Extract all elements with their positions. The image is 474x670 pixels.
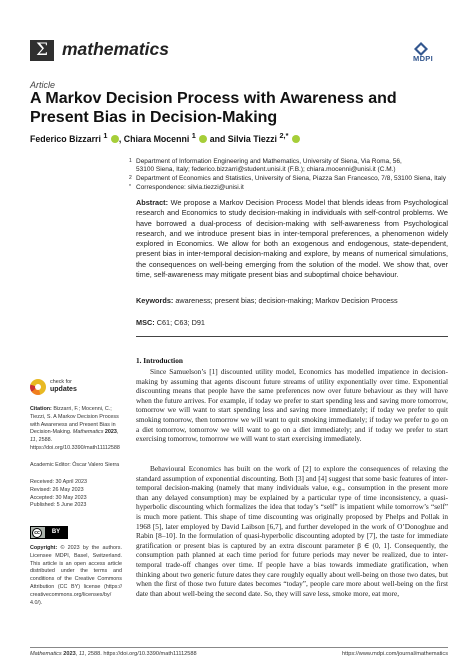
cc-icon: cc	[32, 528, 42, 538]
orcid-icon[interactable]	[111, 135, 119, 143]
abstract-text: We propose a Markov Decision Process Model that blends ideas from Psychological research and Economics to study decision-making in individuals with self-control problems. We have borrowed a dual-process of decision-making with self-awareness from Psychological research, and we introduce present bias in inter-temporal preferences, a phenomenon widely explored in Economics. We allow for both an exogenous and endogenous, state-dependent, present bias in inter-temporal decision-making and explore, by means of numerical simulations, the consequences on well-being emerging from the solution of the model. We show that, over time, self-awareness may mitigate present bias and suboptimal choice behaviour.	[136, 198, 448, 280]
copyright-text: © 2023 by the authors. Licensee MDPI, Basel, Switzerland. This article is an open access article distributed under the terms and conditions of the Creative Commons Attribution (CC BY) license (https:// creativecommons.org/licenses/by/ 4.0/).	[30, 545, 123, 606]
msc-label: MSC:	[136, 318, 155, 327]
publication-dates	[30, 479, 122, 510]
section-divider	[136, 336, 448, 337]
keywords-label: Keywords:	[136, 296, 174, 305]
publisher-name: MDPI	[413, 54, 433, 63]
footer-journal-url[interactable]: https://www.mdpi.com/journal/mathematics	[341, 651, 448, 657]
copyright-label: Copyright:	[30, 545, 58, 551]
msc-text: C61; C63; D91	[156, 318, 205, 327]
academic-editor: Academic Editor: Óscar Valero Sierra	[30, 462, 120, 468]
citation-text: Bizzarri, F.; Mocenni, C.; Tiezzi, S. A Markov Decision Process with Awareness and Present Bias in Decision-Making.	[30, 406, 119, 436]
footer-citation: Mathematics 2023, 11, 2588. https://doi.org/10.3390/math11112588	[30, 651, 197, 657]
author-separator: ,	[118, 133, 124, 144]
affiliation-1	[129, 158, 402, 175]
affiliation-number: 1	[129, 158, 132, 164]
cc-by-license-badge[interactable]	[30, 526, 68, 539]
footer-volume: 11	[78, 651, 85, 657]
date-accepted: Accepted: 30 May 2023	[30, 494, 87, 501]
article-title: A Markov Decision Process with Awareness and Present Bias in Decision-Making	[30, 90, 397, 126]
updates-icon	[30, 379, 46, 395]
keywords-text: awareness; present bias; decision-making; Markov Decision Process	[175, 296, 398, 305]
author-name[interactable]: Chiara Mocenni	[123, 133, 190, 144]
footer-journal: Mathematics	[30, 651, 62, 657]
section-heading: 1. Introduction	[136, 356, 183, 365]
body-paragraph: Behavioural Economics has built on the work of [2] to explore the consequences of relaxing the standard assumption of exponential discounting. Both [3] and [4] suggest that some basic features of inter-temporal decision-making (namely that many individuals value, e.g., consumption in the present more than any delayed consumption) may be explained by a particular type of time inconsistency, a quasi-hyperbolic discounting which formalizes the idea that today’s “self” is impatient while tomorrow’s “self” is much more patient. This shape of time discounting was originally proposed by Phelps and Pollak in 1968 [5], later employed by David Laibson [6,7], and further developed in the work of O’Donoghue and Rabin [8–10]. In the formulation of quasi-hyperbolic discounting adopted by [7], the taste for immediate gratification or present bias is captured by an extra discount parameter β ∈ (0, 1]. Consequently, the consumption path planned at each time period for future periods may never be realized, due to inter-temporal trade-off changes over time. If people have a bias towards immediate gratification, when thinking about two generic future dates they care roughly equally about well-being on those two dates, but when the first of those two future dates becomes “today”, people care more about well-being on the first date than about well-being the second date. So, they will save less, smoke more, eat more,	[136, 464, 448, 598]
author-separator: and	[207, 133, 228, 144]
date-published: Published: 5 June 2023	[30, 502, 87, 509]
date-received: Received: 30 April 2023	[30, 479, 87, 485]
citation-label: Citation:	[30, 406, 52, 412]
footer-divider	[30, 647, 448, 648]
msc-codes	[136, 318, 205, 327]
author-list	[30, 131, 300, 144]
article-type: Article	[30, 80, 56, 90]
abstract	[136, 198, 448, 280]
abstract-label: Abstract:	[136, 198, 169, 207]
citation-volume: 11	[30, 437, 36, 444]
journal-name[interactable]: mathematics	[62, 39, 169, 59]
updates-line-1: check for	[50, 379, 72, 385]
correspondence	[129, 184, 244, 192]
keywords	[136, 296, 448, 306]
check-for-updates-badge[interactable]	[30, 379, 77, 399]
copyright-block	[30, 545, 122, 607]
author-affiliation-mark: 1	[103, 131, 108, 140]
correspondence-line[interactable]: Correspondence: silvia.tiezzi@unisi.it	[136, 184, 244, 191]
citation-block: Citation: Bizzarri, F.; Mocenni, C.; Tiezzi, S. A Markov Decision Process with Awareness and Present Bias in Decision-Making. Mathematics 2023, 11, 2588. https://doi.org/10.3390/math11112588	[30, 406, 120, 451]
affiliation-2	[129, 175, 446, 183]
journal-logo: Σ	[30, 40, 54, 61]
footer-year: 2023	[63, 651, 76, 657]
body-paragraph: Since Samuelson’s [1] discounted utility model, Economics has modelled impatience in decision-making by assuming that agents discount future streams of utility exponentially over time. Exponential discounting means that people have the same preferences now over future behaviour as they will have when the future arrives. For example, if today we prefer to start spending less and saving more tomorrow, tomorrow we will want to start spending less and saving more immediately; if today we prefer to quit smoking tomorrow, then tomorrow we will want to quit smoking immediately; if today we prefer to go on a diet tomorrow, tomorrow we will want to go on a diet immediately; and if today we prefer to start exercising tomorrow, tomorrow we will want to start exercising immediately.	[136, 367, 448, 444]
author-affiliation-mark: 1	[191, 131, 196, 140]
citation-year: 2023	[104, 429, 117, 436]
affiliation-number: *	[129, 184, 131, 190]
affiliation-line: 53100 Siena, Italy; federico.bizzarri@student.unisi.it (F.B.); chiara.mocenni@unisi.it (C.M.)	[136, 166, 396, 174]
author-name[interactable]: Silvia Tiezzi	[227, 133, 278, 144]
author-affiliation-mark: 2,*	[279, 131, 289, 140]
publisher-logo[interactable]	[404, 42, 442, 64]
citation-doi[interactable]: , 2588. https://doi.org/10.3390/math11112588	[30, 437, 120, 451]
updates-line-2: updates	[50, 386, 77, 393]
by-icon: BY	[45, 527, 67, 538]
affiliation-line: Department of Economics and Statistics, University of Siena, Piazza San Francesco, 7/8, 53100 Siena, Italy	[136, 175, 446, 182]
author-name[interactable]: Federico Bizzarri	[30, 133, 101, 144]
citation-journal: Mathematics	[72, 429, 104, 436]
orcid-icon[interactable]	[292, 135, 300, 143]
affiliation-number: 2	[129, 175, 132, 181]
footer-doi[interactable]: , 2588. https://doi.org/10.3390/math11112588	[84, 651, 197, 657]
date-revised: Revised: 26 May 2023	[30, 486, 84, 493]
affiliation-line: Department of Information Engineering and Mathematics, University of Siena, Via Roma, 56,	[136, 158, 402, 165]
